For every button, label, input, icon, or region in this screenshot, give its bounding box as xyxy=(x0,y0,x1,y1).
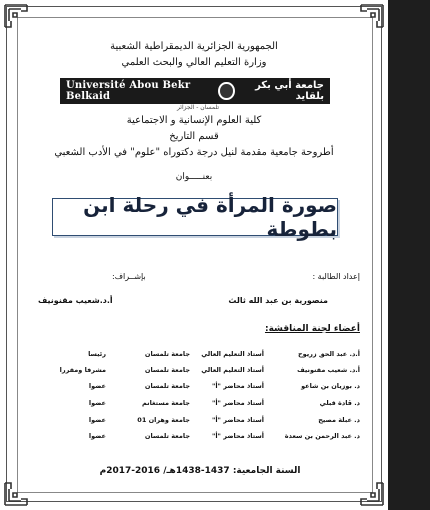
logo-subtitle: تلمسان - الجزائر xyxy=(176,104,220,111)
prepared-by-label: إعداد الطالبة : xyxy=(312,272,360,281)
thesis-title-box xyxy=(52,193,338,241)
member-university: جامعة تلمسان xyxy=(144,382,190,390)
member-role: عضوا xyxy=(88,432,106,440)
logo-text-fr: Université Abou Bekr Belkaid xyxy=(66,80,191,102)
member-role: عضوا xyxy=(88,382,106,390)
corner-ornament-icon xyxy=(3,3,33,33)
thesis-title: صورة المرأة في رحلة ابن بطوطة xyxy=(83,193,337,241)
member-name: أ.د. عبد الحق زريوح xyxy=(297,350,360,358)
member-name: د. عبد الرحمن بن سعدة xyxy=(284,432,360,440)
member-university: جامعة تلمسان xyxy=(144,366,190,374)
member-university: جامعة مستغانم xyxy=(142,399,190,407)
member-rank: أستاذ محاضر "أ" xyxy=(211,416,264,424)
corner-ornament-icon xyxy=(355,3,385,33)
faculty-name: كلية العلوم الإنسانية و الاجتماعية xyxy=(126,115,262,126)
logo-text-ar: جامعة أبي بكر بلقايد xyxy=(255,80,324,102)
member-university: جامعة تلمسان xyxy=(144,432,190,440)
committee-row xyxy=(28,432,360,444)
committee-row xyxy=(28,399,360,411)
viewer-side-panel xyxy=(388,0,430,510)
republic-header: الجمهورية الجزائرية الديمقراطية الشعبية xyxy=(110,41,278,52)
department-name: قسم التاريخ xyxy=(169,131,219,142)
member-name: د. عبلة مصيح xyxy=(318,416,360,424)
member-name: د. ڤادة قبلي xyxy=(319,399,360,407)
thesis-type: أطروحة جامعية مقدمة لنيل درجة دكتوراه "علوم" في الأدب الشعبي xyxy=(54,147,334,158)
corner-ornament-icon xyxy=(3,477,33,507)
member-rank: أستاذ التعليم العالي xyxy=(201,366,264,374)
committee-row xyxy=(28,350,360,362)
member-role: رئيسا xyxy=(88,350,106,358)
member-role: مشرفا ومقررا xyxy=(59,366,106,374)
supervisor-label: بإشــراف: xyxy=(112,272,146,281)
member-university: جامعة تلمسان xyxy=(144,350,190,358)
committee-row xyxy=(28,366,360,378)
member-rank: أستاذ محاضر "أ" xyxy=(211,399,264,407)
committee-row xyxy=(28,416,360,428)
ministry-header: وزارة التعليم العالي والبحث العلمي xyxy=(121,57,267,68)
university-emblem-icon xyxy=(218,82,234,100)
student-name: منصورية بن عبد الله ثالث xyxy=(228,296,328,305)
university-logo-banner xyxy=(60,78,330,104)
committee-title: أعضاء لجنة المناقشة: xyxy=(264,324,360,334)
member-role: عضوا xyxy=(88,416,106,424)
academic-year: السنة الجامعية: 1437-1438هـ/ 2016-2017م xyxy=(99,466,301,476)
member-university: جامعة وهران 01 xyxy=(137,416,190,424)
member-rank: أستاذ التعليم العالي xyxy=(201,350,264,358)
title-label: بعنـــــوان xyxy=(175,172,213,182)
supervisor-name: أ.د.شعيب مقنونيف xyxy=(38,296,113,305)
member-name: د. بوزيان بن شاعو xyxy=(301,382,360,390)
corner-ornament-icon xyxy=(355,477,385,507)
member-rank: أستاذ محاضر "أ" xyxy=(211,382,264,390)
committee-row xyxy=(28,382,360,394)
member-role: عضوا xyxy=(88,399,106,407)
member-rank: أستاذ محاضر "أ" xyxy=(211,432,264,440)
member-name: أ.د. شعيب مقنونيف xyxy=(297,366,360,374)
